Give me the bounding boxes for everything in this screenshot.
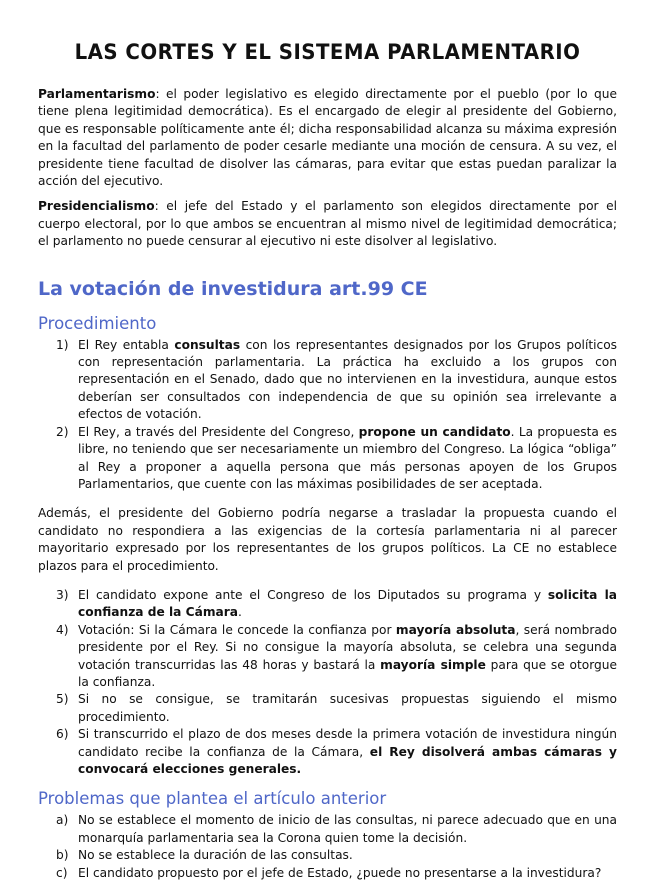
parlamentarismo-term: Parlamentarismo — [38, 87, 156, 101]
presidencialismo-paragraph — [38, 198, 617, 250]
procedimiento-note: Además, el presidente del Gobierno podría negarse a trasladar la propuesta cuando el candidato no respondiera a las exigencias de la cortesía parlamentaria ni al parecer mayoritario expresado por los representantes de los grupos políticos. La CE no establece plazos para el procedimiento. — [38, 506, 617, 573]
list-item-text: El Rey entabla — [78, 337, 175, 352]
list-item — [38, 847, 617, 864]
list-item-number: 5) — [56, 692, 69, 707]
list-item — [38, 424, 617, 494]
list-item-text: El candidato propuesto por el jefe de Estado, ¿puede no presentarse a la investidura? — [78, 865, 602, 880]
list-item-text: para que se otorgue la confianza. — [78, 657, 617, 689]
list-item-number: 6) — [56, 727, 69, 742]
list-item — [38, 691, 617, 726]
section-heading: La votación de investidura art.99 CE — [38, 277, 428, 300]
list-item — [38, 812, 617, 847]
list-item-text: , será nombrado presidente por el Rey. Si no consigue la mayoría absoluta, se celebra una segunda votación transcurridas las 48 horas y bastará la — [78, 622, 617, 672]
list-item — [38, 726, 617, 778]
list-item-number: 3) — [56, 587, 69, 602]
list-item-bold: propone un candidato — [358, 424, 511, 439]
list-item-text: El Rey, a través del Presidente del Congreso, — [78, 424, 359, 439]
list-item-number: b) — [56, 848, 69, 863]
list-item-text: Votación: Si la Cámara le concede la confianza por — [78, 622, 396, 637]
parlamentarismo-paragraph — [38, 86, 617, 190]
list-item-text: . — [237, 605, 242, 620]
problemas-heading: Problemas que plantea el artículo anterior — [38, 789, 387, 809]
list-item-bold: mayoría absoluta — [395, 622, 516, 637]
list-item-number: c) — [56, 865, 68, 880]
list-item-text: . La propuesta es libre, no teniendo que ser necesariamente un miembro del Congreso. La lógica “obliga” al Rey a proponer a aquella persona que más personas apoyen de los Grupos Parlamentarios, que cuente con las máximas posibilidades de ser aceptada. — [78, 424, 618, 491]
list-item-bold: consultas — [174, 337, 241, 352]
list-item-bold: solicita la confianza de la Cámara — [78, 587, 617, 620]
procedimiento-heading: Procedimiento — [38, 313, 157, 333]
list-item-text: Si transcurrido el plazo de dos meses desde la primera votación de investidura ningún candidato recibe la confianza de la Cámara, — [78, 727, 617, 759]
list-item-text: El candidato expone ante el Congreso de los Diputados su programa y — [78, 587, 548, 602]
presidencialismo-text: : el jefe del Estado y el parlamento son elegidos directamente por el cuerpo electoral, por lo que ambos se encuentran al mismo nivel de legitimidad democrática; el parlamento no puede censurar al ejecutivo ni este disolver al legislativo. — [38, 199, 617, 249]
list-item-number: a) — [56, 813, 69, 828]
list-item-text: con los representantes designados por los Grupos políticos con representación parlamentaria. La práctica ha excluido a los grupos con representación en el Senado, dado que no intervienen en la investidura, aunque estos deberían ser consultados con independencia de que su opinión sea irrelevante a efectos de votación. — [78, 337, 617, 422]
document-title: LAS CORTES Y EL SISTEMA PARLAMENTARIO — [74, 40, 581, 64]
list-item — [38, 337, 617, 424]
list-item-bold: mayoría simple — [380, 657, 486, 672]
list-item-text: Si no se consigue, se tramitarán sucesivas propuestas siguiendo el mismo procedimiento. — [78, 692, 617, 724]
procedimiento-list — [38, 337, 617, 494]
problemas-list — [38, 812, 617, 882]
list-item — [38, 622, 617, 692]
list-item — [38, 865, 617, 882]
list-item-bold: el Rey disolverá ambas cámaras y convocará elecciones generales. — [78, 744, 617, 776]
list-item — [38, 587, 617, 622]
list-item-number: 2) — [56, 424, 69, 439]
parlamentarismo-text: : el poder legislativo es elegido directamente por el pueblo (por lo que tiene plena legitimidad democrática). Es el encargado de elegir al presidente del Gobierno, que es responsable políticamente ante él; dicha responsabilidad alcanza su máxima expresión en la facultad del parlamento de poder cesarle mediante una moción de censura. A su vez, el presidente tiene facultad de disolver las cámaras, para evitar que estas puedan paralizar la acción del ejecutivo. — [38, 87, 617, 189]
list-item-number: 1) — [56, 337, 69, 352]
list-item-number: 4) — [56, 622, 69, 637]
presidencialismo-term: Presidencialismo — [38, 199, 155, 214]
list-item-text: No se establece la duración de las consultas. — [78, 848, 353, 863]
list-item-text: No se establece el momento de inicio de las consultas, ni parece adecuado que en una monarquía parlamentaria sea la Corona quien tome la decisión. — [78, 813, 617, 845]
procedimiento-list-continued — [38, 587, 617, 778]
